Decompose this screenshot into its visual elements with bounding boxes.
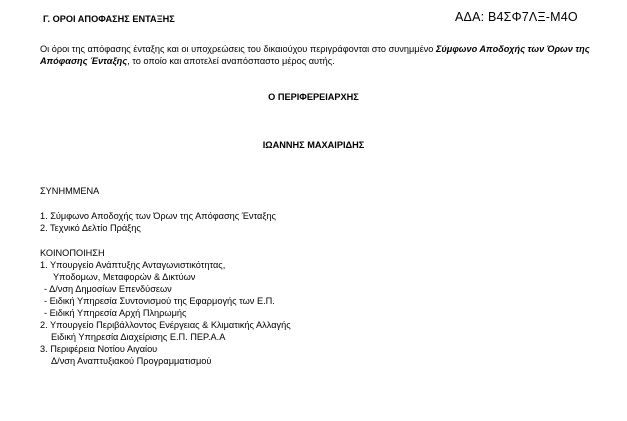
distribution-line: 3. Περιφέρεια Νοτίου Αιγαίου [40,344,158,354]
distribution-line: - Ειδική Υπηρεσία Συντονισμού της Εφαρμογής των Ε.Π. [44,296,275,306]
signatory-name: ΙΩΑΝΝΗΣ ΜΑΧΑΙΡΙΔΗΣ [262,140,365,150]
attachments-heading: ΣΥΝΗΜΜΕΝΑ [40,186,100,196]
ada-code: ΑΔΑ: Β4ΣΦ7ΛΞ-Μ4Ο [455,10,578,24]
paragraph-text-start: Οι όροι της απόφασης ένταξης και οι υποχρεώσεις του δικαιούχου περιγράφονται στο συνημμένο [40,44,436,54]
section-heading: Γ. ΟΡΟΙ ΑΠΟΦΑΣΗΣ ΕΝΤΑΞΗΣ [43,14,175,24]
distribution-line: Ειδική Υπηρεσία Διαχείρισης Ε.Π. ΠΕΡ.Α.Α [51,332,226,342]
attachment-item: 1. Σύμφωνο Αποδοχής των Όρων της Απόφασης Ένταξης [40,211,276,221]
paragraph-text-end: , το οποίο και αποτελεί αναπόσπαστο μέρος αυτής. [127,56,335,66]
distribution-heading: ΚΟΙΝΟΠΟΙΗΣΗ [40,248,105,258]
distribution-line: Δ/νση Αναπτυξιακού Προγραμματισμού [51,356,212,366]
distribution-line: 2. Υπουργείο Περιβάλλοντος Ενέργειας & Κλιματικής Αλλαγής [40,320,291,330]
paragraph-bold-reference: Σύμφωνο Αποδοχής των Όρων της Απόφασης Ένταξης [40,44,590,66]
attachment-item: 2. Τεχνικό Δελτίο Πράξης [40,223,141,233]
distribution-line: Υποδομων, Μεταφορών & Δικτύων [53,272,196,282]
distribution-line: - Ειδική Υπηρεσία Αρχή Πληρωμής [44,308,187,318]
distribution-line: - Δ/νση Δημοσίων Επενδύσεων [44,284,172,294]
distribution-line: 1. Υπουργείο Ανάπτυξης Ανταγωνιστικότητας, [40,260,226,270]
signatory-title: Ο ΠΕΡΙΦΕΡΕΙΑΡΧΗΣ [268,92,359,102]
terms-paragraph [40,43,600,67]
